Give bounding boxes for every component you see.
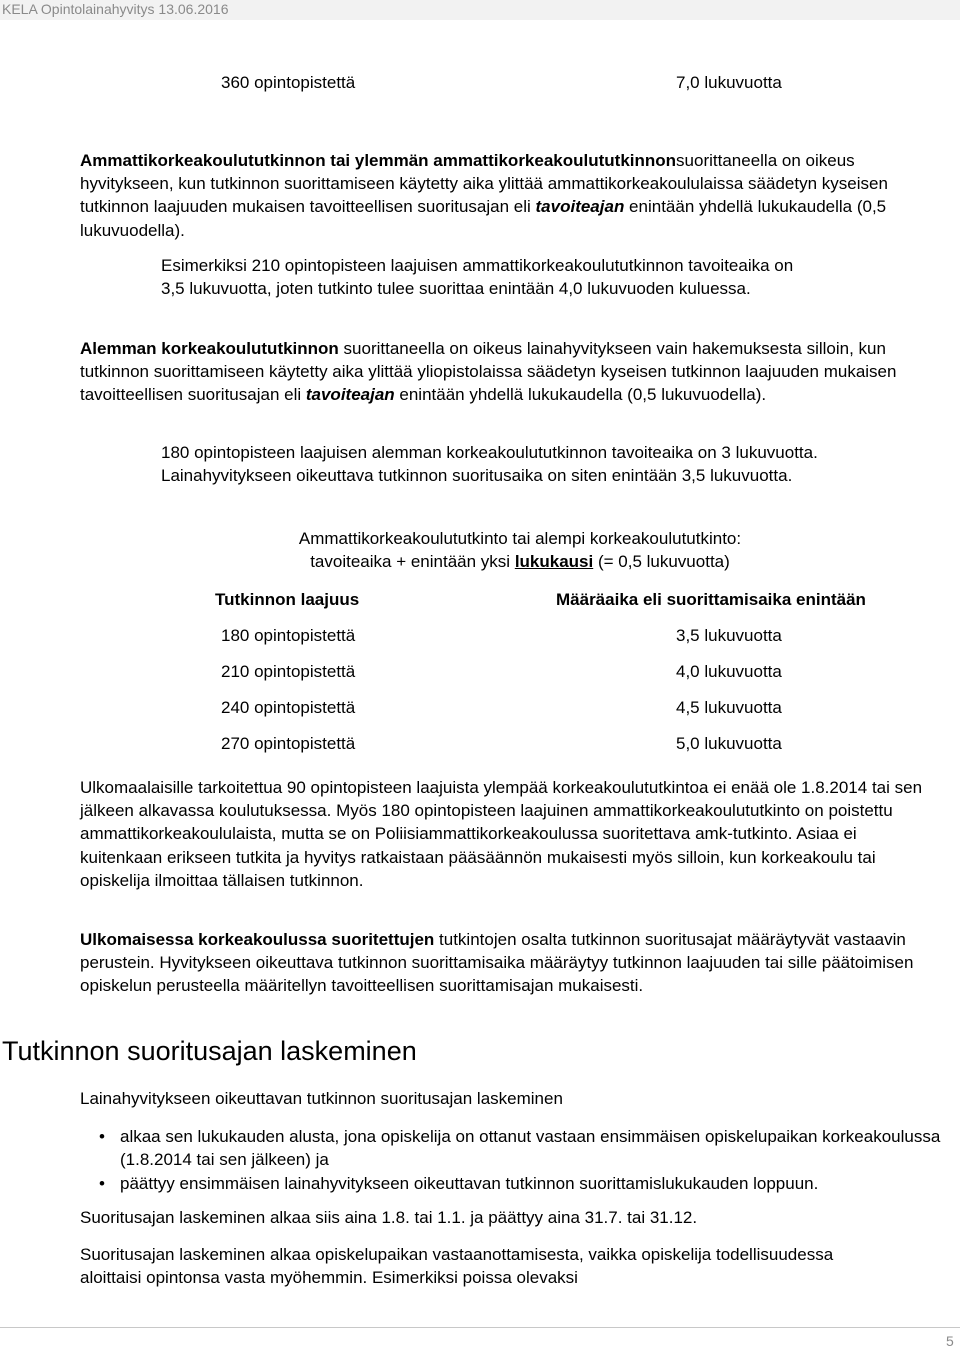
rule-line-2-b: (= 0,5 lukuvuotta) <box>593 552 730 571</box>
abroad-text: tutkintojen osalta tutkinnon suoritusajat määräytyvät vastaavin perustein. Hyvitykseen oikeuttava tutkinnon suorittamisaika määräytyy tutkinnon laajuuden tai sille päätoimisen opiskelun perusteella määritellyn tavoitteellisen suorittamisajan mukaisesti. <box>80 930 914 996</box>
top-row-credits: 360 opintopistettä <box>221 73 356 92</box>
table-header-deadline: Määräaika eli suorittamisaika enintään <box>556 590 866 609</box>
rule-line-2 <box>160 552 880 572</box>
bullet-icon: • <box>99 1127 105 1146</box>
amk-emph: tavoiteajan <box>535 197 625 217</box>
section-heading: Tutkinnon suoritusajan laskeminen <box>2 1036 417 1066</box>
section-p2: Suoritusajan laskeminen alkaa opiskelupaikan vastaanottamisesta, vaikka opiskelija todellisuudessa aloittaisi opintonsa vasta myöhemmin. Esimerkiksi poissa olevaksi <box>80 1245 834 1288</box>
table-row-2-credits: 210 opintopistettä <box>221 662 356 681</box>
page-number: 5 <box>946 1333 954 1349</box>
lower-text-2: enintään yhdellä lukukaudella (0,5 lukuvuodella). <box>394 385 767 405</box>
list-item <box>80 1125 950 1171</box>
section-intro: Lainahyvitykseen oikeuttavan tutkinnon suoritusajan laskeminen <box>80 1089 563 1108</box>
bullet-text-1: alkaa sen lukukauden alusta, jona opiskelija on ottanut vastaan ensimmäisen opiskelupaikan korkeakoulussa (1.8.2014 tai sen jälkeen) ja <box>120 1127 941 1170</box>
table-row-1-years: 3,5 lukuvuotta <box>676 626 782 645</box>
rule-lukukausi: lukukausi <box>514 552 594 571</box>
foreign-90-paragraph: Ulkomaalaisille tarkoitettua 90 opintopisteen laajuista ylempää korkeakoulututkintoa ei enää ole 1.8.2014 tai sen jälkeen alkavassa koulutuksessa. Myös 180 opintopisteen laajuinen ammattikorkeakoulututkinto on poistettu ammattikorkeakoululaista, mutta se on Poliisiammattikorkeakoulussa suoritettava amk-tutkinto. Asiaa ei kuitenkaan erikseen tutkita ja hyvitys ratkaistaan pääsäännön mukaisesti myös silloin, kun korkeakoulu tai opiskelija ilmoittaa tällaisen tutkinnon. <box>80 778 923 890</box>
amk-text-1: suorittaneella on oikeus hyvitykseen, kun tutkinnon suorittamiseen käytetty aika ylittää ammattikorkeakoululaissa säädetyn kyseisen tutkinnon laajuuden mukaisen tavoitteellisen suoritusajan eli <box>80 151 888 217</box>
abroad-paragraph <box>80 928 930 998</box>
footer-divider <box>0 1327 960 1328</box>
lower-bold-lead: Alemman korkeakoulututkinnon <box>80 339 339 358</box>
lower-example: 180 opintopisteen laajuisen alemman korkeakoulututkinnon tavoiteaika on 3 lukuvuotta. Lainahyvitykseen oikeuttava tutkinnon suoritusaika on siten enintään 3,5 lukuvuotta. <box>161 443 818 486</box>
table-row-3-years: 4,5 lukuvuotta <box>676 698 782 717</box>
amk-example: Esimerkiksi 210 opintopisteen laajuisen ammattikorkeakoulututkinnon tavoiteaika on 3,5 lukuvuotta, joten tutkinto tulee suorittaa enintään 4,0 lukuvuoden kuluessa. <box>161 256 794 299</box>
lower-text-1: suorittaneella on oikeus lainahyvitykseen vain hakemuksesta silloin, kun tutkinnon suorittamiseen käytetty aika ylittää yliopistolaissa säädetyn kyseisen tutkinnon laajuuden mukaisen tavoitteellisen suoritusajan eli <box>80 339 897 405</box>
lower-paragraph <box>80 337 940 407</box>
rule-line-2-a: tavoiteaika + enintään yksi <box>310 552 515 571</box>
amk-paragraph <box>80 149 942 242</box>
table-row-4-credits: 270 opintopistettä <box>221 734 356 753</box>
lower-emph: tavoiteajan <box>305 385 395 405</box>
table-row-4-years: 5,0 lukuvuotta <box>676 734 782 753</box>
abroad-bold-lead: Ulkomaisessa korkeakoulussa suoritettujen <box>80 930 435 949</box>
top-row-years: 7,0 lukuvuotta <box>676 73 782 92</box>
bullet-list <box>80 1125 950 1197</box>
amk-text-2: enintään yhdellä lukukaudella (0,5 lukuvuodella). <box>80 197 887 240</box>
amk-bold-lead: Ammattikorkeakoulututkinnon tai ylemmän ammattikorkeakoulututkinnon <box>80 151 677 170</box>
bullet-icon: • <box>99 1174 105 1194</box>
list-item <box>80 1172 950 1195</box>
document-header: KELA Opintolainahyvitys 13.06.2016 <box>2 1 229 17</box>
table-row-2-years: 4,0 lukuvuotta <box>676 662 782 681</box>
section-p1: Suoritusajan laskeminen alkaa siis aina 1.8. tai 1.1. ja päättyy aina 31.7. tai 31.12. <box>80 1208 698 1227</box>
table-row-1-credits: 180 opintopistettä <box>221 626 356 645</box>
bullet-text-2: päättyy ensimmäisen lainahyvitykseen oikeuttavan tutkinnon suorittamislukukauden loppuun. <box>120 1174 819 1194</box>
table-row-3-credits: 240 opintopistettä <box>221 698 356 717</box>
table-header-scope: Tutkinnon laajuus <box>215 590 360 609</box>
rule-line-1: Ammattikorkeakoulututkinto tai alempi korkeakoulututkinto: <box>298 529 742 548</box>
